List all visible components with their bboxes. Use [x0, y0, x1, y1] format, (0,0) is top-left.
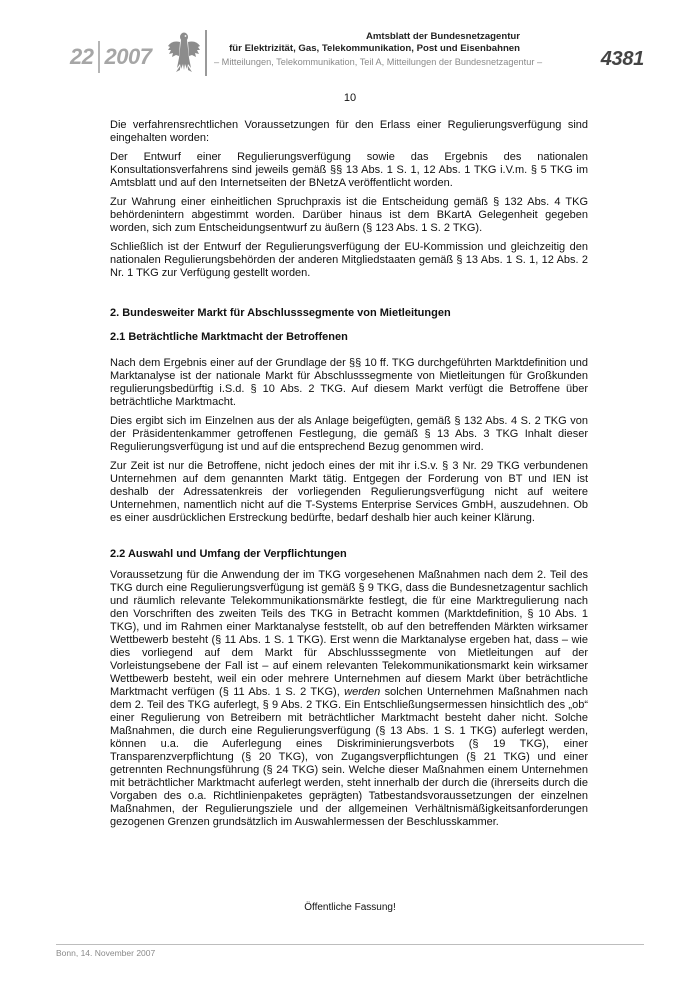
section-heading: 2. Bundesweiter Markt für Abschlusssegmente von Mietleitungen: [110, 307, 451, 319]
footer-place-date: Bonn, 14. November 2007: [56, 948, 156, 958]
gazette-subtitle: – Mitteilungen, Telekommunikation, Teil A, Mitteilungen der Bundesnetzagentur –: [214, 57, 543, 67]
paragraph: Schließlich ist der Entwurf der Regulierungsverfügung der EU-Kommission und gleichzeitig den nationalen Regulierungsbehörden der anderen Mitgliedstaaten gemäß § 13 Abs. 1 S. 1, 12 Abs. 2 Nr. 1 TKG zur Verfügung gestellt worden.: [110, 241, 588, 279]
document-body: [110, 119, 588, 835]
paragraph: Zur Wahrung einer einheitlichen Spruchpraxis ist die Entscheidung gemäß § 132 Abs. 4 TKG behördenintern abgestimmt worden. Darüber hinaus ist dem BKartA Gelegenheit gegeben worden, sich zum Entscheidungsentwurf zu äußern (§ 123 Abs. 1 S. 2 TKG).: [110, 196, 588, 234]
header-divider: [205, 30, 207, 76]
paragraph: Nach dem Ergebnis einer auf der Grundlage der §§ 10 ff. TKG durchgeführten Marktdefinition und Marktanalyse ist der nationale Markt für Abschlusssegmente von Mietleitungen für Großkunden regulierungsbedürftig i.S.d. § 10 Abs. 2 TKG. Auf diesem Markt verfügt die Betroffene über beträchtliche Marktmacht.: [110, 357, 588, 408]
document-page-number: 10: [343, 92, 357, 104]
federal-eagle-icon: [166, 28, 202, 74]
paragraph: Zur Zeit ist nur die Betroffene, nicht jedoch eines der mit ihr i.S.v. § 3 Nr. 29 TKG verbundenen Unternehmen auf dem genannten Markt tätig. Entgegen der Forderung von BT und IEN ist deshalb der Adressatenkreis der vorliegenden Regulierungsverfügung nicht auf weitere Unternehmen, namentlich nicht auf die T-Systems Enterprise Services GmbH, auszudehnen. Ob es einer ausdrücklichen Erstreckung bedürfte, bedarf deshalb hier auch keiner Klärung.: [110, 460, 588, 524]
paragraph: Dies ergibt sich im Einzelnen aus der als Anlage beigefügten, gemäß § 132 Abs. 4 S. 2 TKG von der Präsidentenkammer getroffenen Festlegung, die gemäß § 13 Abs. 3 TKG Inhalt dieser Regulierungsverfügung ist und auf die entsprechend Bezug genommen wird.: [110, 415, 588, 453]
gazette-title-line2: für Elektrizität, Gas, Telekommunikation, Post und Eisenbahnen: [229, 43, 520, 54]
issue-number: 22: [70, 44, 94, 69]
issue-label: [70, 40, 151, 74]
public-version-notice: Öffentliche Fassung!: [304, 902, 396, 913]
paragraph: Die verfahrensrechtlichen Voraussetzungen für den Erlass einer Regulierungsverfügung sind eingehalten worden:: [110, 119, 588, 144]
gazette-page-number: 4381: [600, 48, 644, 70]
subsection-heading: 2.2 Auswahl und Umfang der Verpflichtungen: [110, 548, 347, 560]
gazette-title-line1: Amtsblatt der Bundesnetzagentur: [365, 31, 520, 42]
paragraph: [110, 569, 588, 829]
paragraph-text: solchen Unternehmen Maßnahmen nach dem 2. Teil des TKG auferlegt, § 9 Abs. 2 TKG. Ein Entschließungsermessen hinsichtlich des „ob“ einer Regulierung von Betreibern mit beträchtlicher Marktmacht besteht daher nicht. Solche Maßnahmen, die durch eine Regulierungsverfügung (§ 13 Abs. 1 S. 1 TKG) auferlegt werden, können u.a. die Auferlegung eines Diskriminierungsverbots (§ 19 TKG), einer Transparenzverpflichtung (§ 20 TKG), von Zugangsverpflichtungen (§ 21 TKG) und einer getrennten Rechnungsführung (§ 24 TKG) sein. Welche dieser Maßnahmen einem Unternehmen mit beträchtlicher Marktmacht auferlegt werden, steht innerhalb der durch die (ihrerseits durch die Vorgaben des o.a. Richtlinienpaketes geprägten) Tatbestandsvoraussetzungen der einzelnen Maßnahmen, der Regulierungsziele und der allgemeinen Verhältnismäßigkeitsanforderungen gezogenen Grenzen grundsätzlich im Auswahlermessen der Beschlusskammer.: [110, 686, 588, 828]
issue-separator: [98, 41, 100, 73]
emphasized-text: werden: [344, 686, 381, 698]
subsection-heading: 2.1 Beträchtliche Marktmacht der Betroffenen: [110, 331, 348, 343]
issue-year: 2007: [104, 44, 152, 69]
page-header: [0, 0, 700, 80]
footer-divider: [56, 944, 644, 945]
paragraph-text: Voraussetzung für die Anwendung der im TKG vorgesehenen Maßnahmen nach dem 2. Teil des TKG durch eine Regulierungsverfügung ist gemäß § 9 TKG, dass die Bundesnetzagentur sachlich und räumlich relevante Telekommunikationsmärkte festlegt, die für eine Marktregulierung nach den Vorschriften des zweiten Teils des TKG in Betracht kommen (Marktdefinition, § 10 Abs. 1 TKG), und im Rahmen einer Marktanalyse feststellt, ob auf den betreffenden Märkten wirksamer Wettbewerb besteht (§ 11 Abs. 1 S. 1 TKG). Erst wenn die Marktanalyse ergeben hat, dass – wie dies vorliegend auf dem Markt für Abschlusssegmente von Mietleitungen auf der Vorleistungsebene der Fall ist – auf einem relevanten Telekommunikationsmarkt kein wirksamer Wettbewerb besteht, weil ein oder mehrere Unternehmen auf diesem Markt über beträchtliche Marktmacht verfügen (§ 11 Abs. 1 S. 2 TKG),: [110, 569, 588, 698]
paragraph: Der Entwurf einer Regulierungsverfügung sowie das Ergebnis des nationalen Konsultationsverfahrens sind jeweils gemäß §§ 13 Abs. 1 S. 1, 12 Abs. 1 TKG i.V.m. § 5 TKG im Amtsblatt und auf den Internetseiten der BNetzA veröffentlicht worden.: [110, 151, 588, 189]
gazette-title: [214, 31, 520, 55]
